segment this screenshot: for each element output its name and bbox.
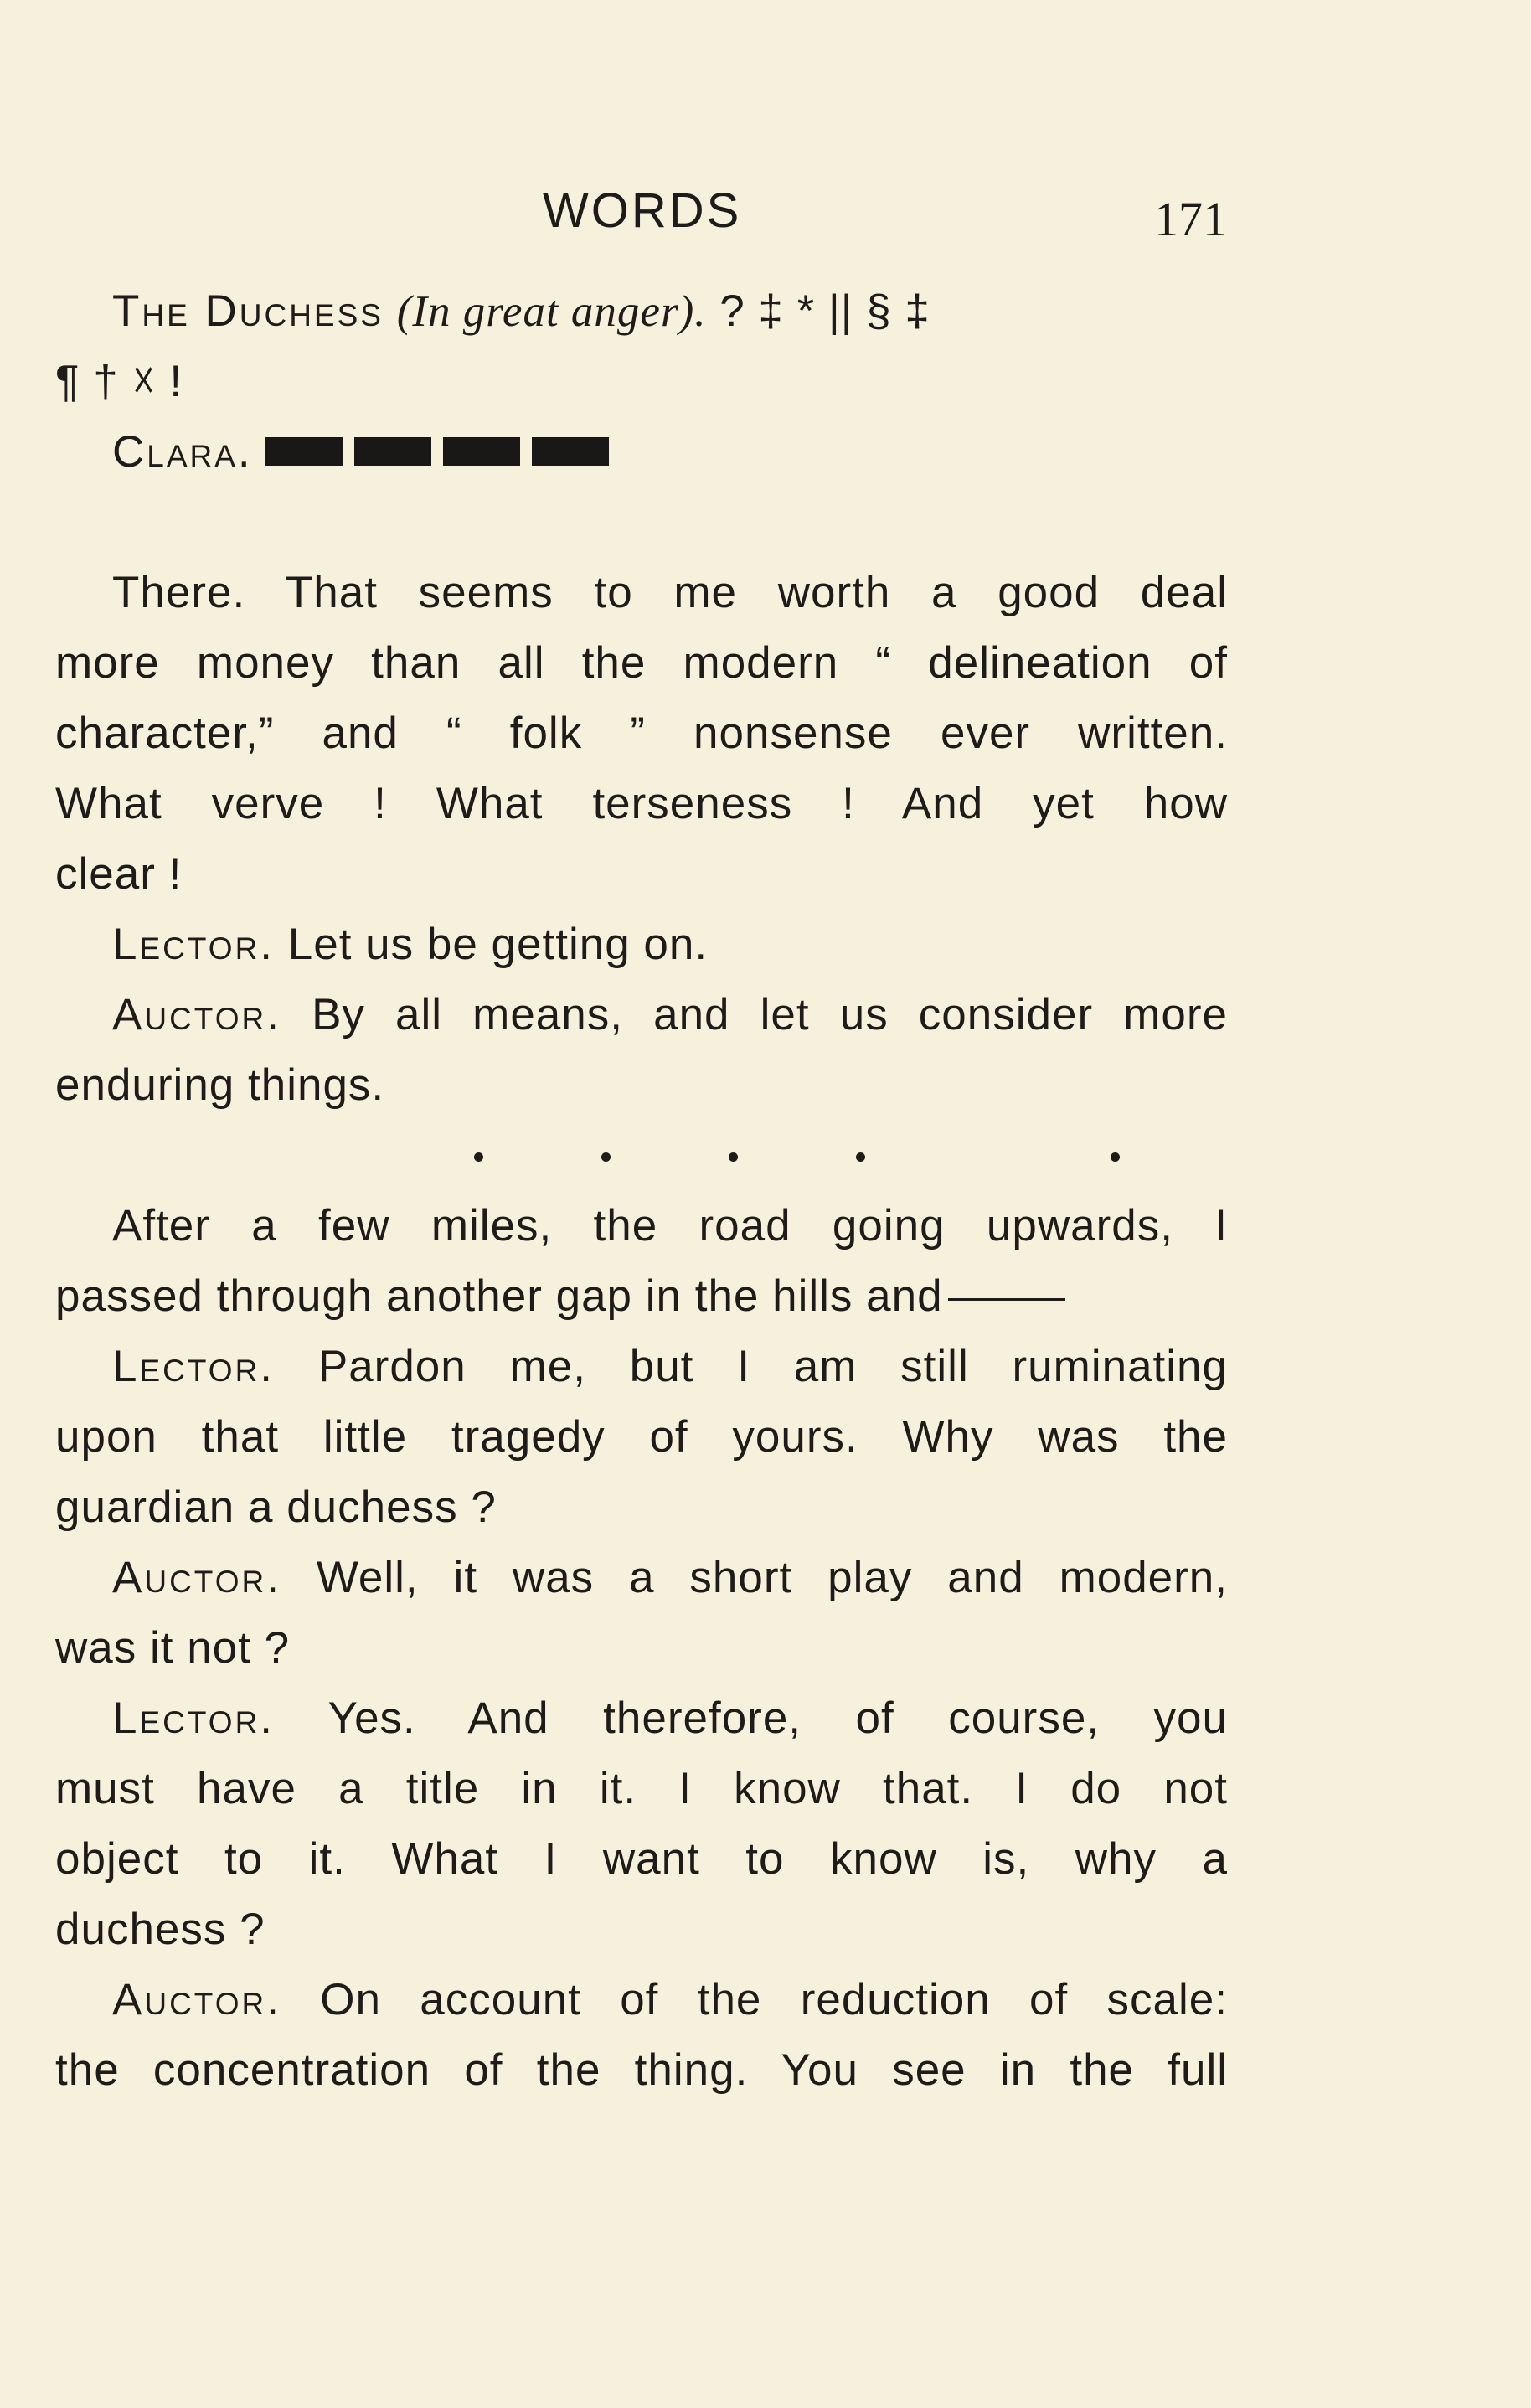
dialogue-text: Yes. And therefore, of course, you	[327, 1694, 1228, 1743]
paragraph-line: guardian a duchess ?	[55, 1482, 497, 1532]
lector-line	[55, 910, 1228, 980]
censored-symbols-2: ¶ † ☓ !	[55, 357, 183, 406]
paragraph-line: more money than all the modern “ delineation of	[55, 638, 1228, 688]
speaker-lector: Lector.	[112, 1694, 276, 1743]
dialogue-text: Pardon me, but I am still ruminating	[317, 1342, 1228, 1391]
paragraph-line: upon that little tragedy of yours. Why was the	[55, 1412, 1228, 1462]
clara-line	[55, 417, 1228, 487]
duchess-line	[55, 276, 1228, 347]
paragraph-line: There. That seems to me worth a good deal	[112, 568, 1228, 617]
dot	[474, 1152, 483, 1162]
dialogue-text: Let us be getting on.	[287, 920, 709, 969]
speaker-lector: Lector.	[112, 1342, 276, 1391]
paragraph-line: After a few miles, the road going upwards, I	[112, 1201, 1228, 1250]
censor-bar-1	[265, 437, 343, 466]
dot	[729, 1152, 738, 1162]
paragraph-text: passed through another gap in the hills and	[55, 1271, 943, 1321]
censor-bar-4	[532, 437, 609, 466]
speaker-duchess: The Duchess	[112, 286, 384, 336]
page-number: 171	[1154, 192, 1227, 246]
auctor-line	[55, 980, 1228, 1050]
speaker-auctor: Auctor.	[112, 1975, 281, 2024]
auctor-line	[55, 1543, 1228, 1613]
speaker-lector: Lector.	[112, 920, 276, 969]
paragraph-line: the concentration of the thing. You see in the full	[55, 2045, 1228, 2095]
censor-bar-3	[443, 437, 520, 466]
dot	[1111, 1152, 1120, 1162]
paragraph-line: duchess ?	[55, 1905, 265, 1954]
auctor-line	[55, 1965, 1228, 2035]
dialogue-text: By all means, and let us consider more	[312, 990, 1228, 1039]
page-header	[0, 178, 1531, 245]
paragraph-line: object to it. What I want to know is, why a	[55, 1834, 1228, 1884]
dot	[601, 1152, 611, 1162]
paragraph-line	[55, 1261, 1228, 1332]
section-break-dots	[55, 1121, 1228, 1191]
censor-bar-2	[354, 437, 431, 466]
dialogue-text: Well, it was a short play and modern,	[316, 1553, 1228, 1602]
em-dash	[948, 1298, 1065, 1301]
dot	[856, 1152, 865, 1162]
dialogue-text: On account of the reduction of scale:	[320, 1975, 1228, 2024]
symbols-line	[55, 347, 1228, 417]
speaker-auctor: Auctor.	[112, 990, 281, 1039]
censored-symbols: ? ‡ * || § ‡	[719, 286, 930, 336]
lector-line	[55, 1332, 1228, 1402]
stage-direction: (In great anger).	[396, 287, 707, 336]
paragraph-line: was it not ?	[55, 1623, 291, 1673]
running-title: WORDS	[543, 183, 742, 238]
paragraph-line: character,” and “ folk ” nonsense ever written.	[55, 709, 1228, 758]
paragraph-line: clear !	[55, 849, 183, 899]
speaker-clara: Clara.	[112, 427, 253, 477]
speaker-auctor: Auctor.	[112, 1553, 281, 1602]
paragraph-line: enduring things.	[55, 1060, 385, 1110]
lector-line	[55, 1684, 1228, 1754]
paragraph-line: must have a title in it. I know that. I do not	[55, 1764, 1228, 1813]
paragraph-line: What verve ! What terseness ! And yet how	[55, 779, 1228, 828]
